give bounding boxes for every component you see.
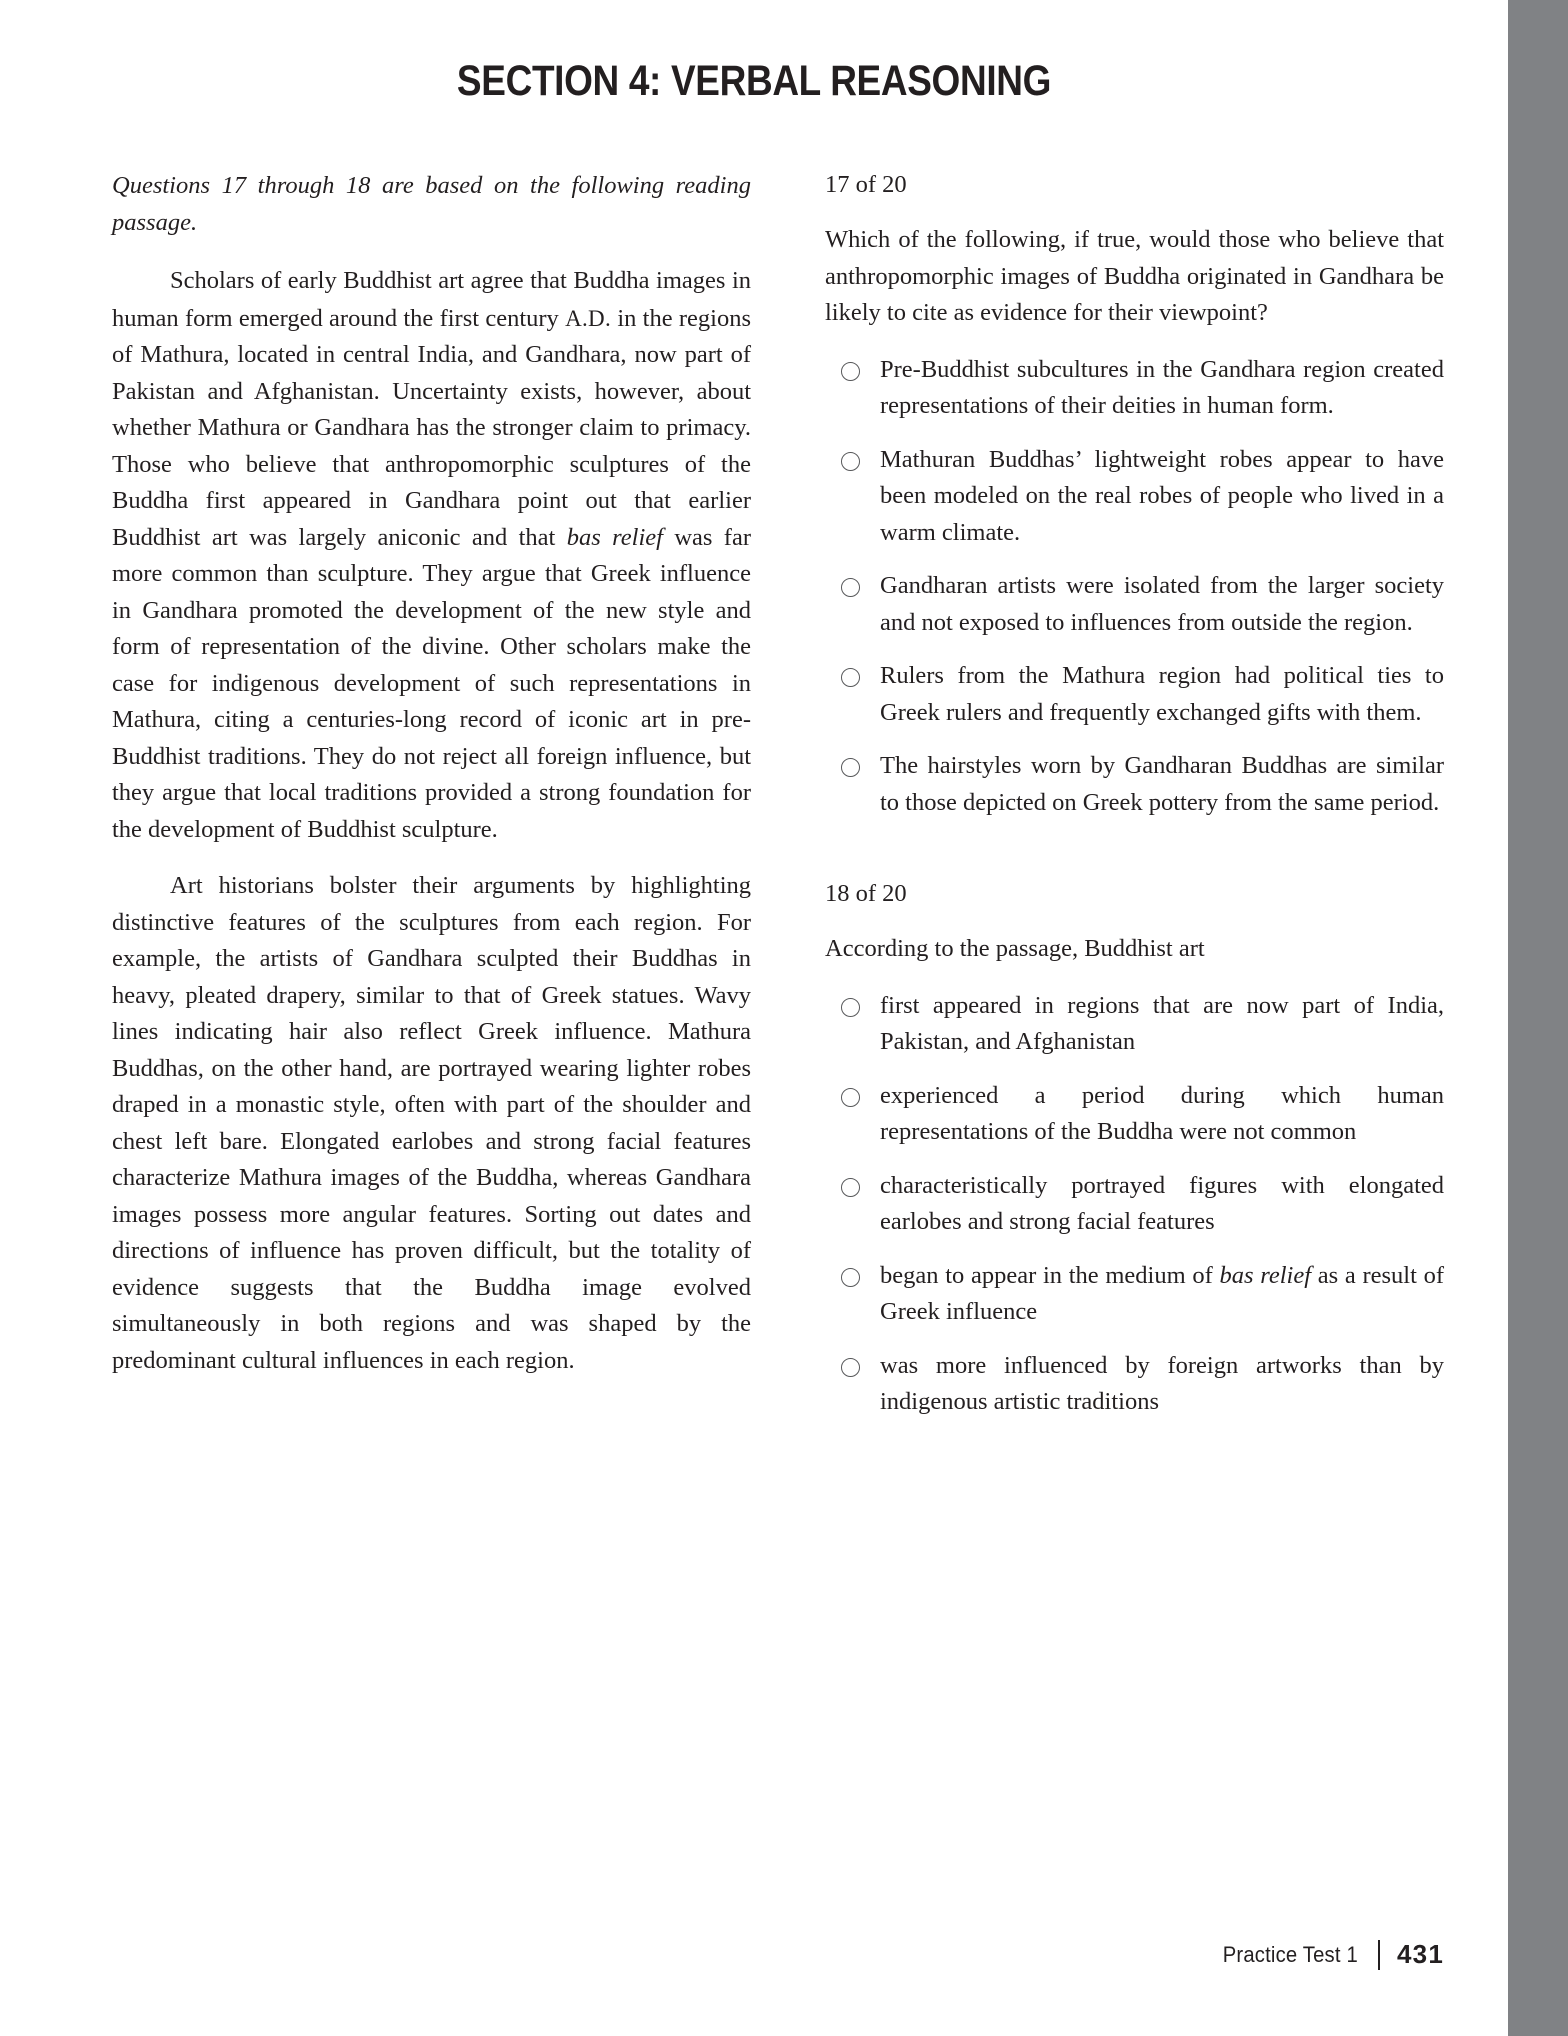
- question-counter: 17 of 20: [825, 171, 907, 198]
- answer-choice[interactable]: [825, 1078, 1444, 1151]
- radio-button-icon[interactable]: [841, 452, 860, 471]
- answer-choice[interactable]: [825, 1258, 1444, 1331]
- answer-choice[interactable]: [825, 988, 1444, 1061]
- page-title: SECTION 4: VERBAL REASONING: [456, 56, 1052, 105]
- question-stem: Which of the following, if true, would those who believe that anthropomorphic images of Buddha originated in Gandhara be likely to cite as evidence for their viewpoint?: [825, 226, 1444, 326]
- radio-button-icon[interactable]: [841, 758, 860, 777]
- question-counter: 18 of 20: [825, 880, 907, 907]
- answer-choice-text: The hairstyles worn by Gandharan Buddhas are similar to those depicted on Greek pottery from the same period.: [880, 752, 1444, 816]
- radio-button-icon[interactable]: [841, 362, 860, 381]
- radio-button-icon[interactable]: [841, 998, 860, 1017]
- radio-button-icon[interactable]: [841, 578, 860, 597]
- page-footer: [1211, 1939, 1444, 1970]
- answer-choice-list: [825, 988, 1444, 1421]
- question-stem: According to the passage, Buddhist art: [825, 935, 1205, 962]
- answer-choice[interactable]: [825, 748, 1444, 821]
- question-block: [825, 168, 1444, 821]
- answer-choice[interactable]: [825, 442, 1444, 552]
- answer-choice-list: [825, 352, 1444, 822]
- answer-choice-text: first appeared in regions that are now part of India, Pakistan, and Afghanistan: [880, 991, 1444, 1055]
- answer-choice-text: began to appear in the medium of bas relief as a result of Greek influence: [880, 1261, 1445, 1325]
- answer-choice[interactable]: [825, 1168, 1444, 1241]
- page-edge-bar: [1508, 0, 1568, 2036]
- two-column-layout: [112, 168, 1444, 1421]
- question-block: [825, 877, 1444, 1421]
- footer-label: Practice Test 1: [1222, 1941, 1359, 1967]
- answer-choice[interactable]: [825, 1348, 1444, 1421]
- answer-choice[interactable]: [825, 658, 1444, 731]
- radio-button-icon[interactable]: [841, 1358, 860, 1377]
- small-caps-text: A.D.: [565, 304, 612, 331]
- answer-choice-text: Pre-Buddhist subcultures in the Gandhara region created representations of their deities in human form.: [880, 355, 1444, 419]
- answer-choice-text: Gandharan artists were isolated from the larger society and not exposed to influences from outside the region.: [880, 572, 1444, 636]
- radio-button-icon[interactable]: [841, 1268, 860, 1287]
- footer-page-number: 431: [1397, 1939, 1444, 1969]
- answer-choice-text: experienced a period during which human representations of the Buddha were not common: [880, 1081, 1444, 1145]
- radio-button-icon[interactable]: [841, 668, 860, 687]
- passage-paragraph: Art historians bolster their arguments by highlighting distinctive features of the sculptures from each region. For example, the artists of Gandhara sculpted their Buddhas in heavy, pleated drapery, similar to that of Greek statues. Wavy lines indicating hair also reflect Greek influence. Mathura Buddhas, on the other hand, are portrayed wearing lighter robes draped in a monastic style, often with part of the shoulder and chest left bare. Elongated earlobes and strong facial features characterize Mathura images of the Buddha, whereas Gandhara images possess more angular features. Sorting out dates and directions of influence has proven difficult, but the totality of evidence suggests that the Buddha image evolved simultaneously in both regions and was shaped by the predominant cultural influences in each region.: [112, 872, 751, 1374]
- answer-choice[interactable]: [825, 568, 1444, 641]
- questions-column: [825, 168, 1444, 1421]
- answer-choice-text: Mathuran Buddhas’ lightweight robes appear to have been modeled on the real robes of people who lived in a warm climate.: [880, 445, 1444, 546]
- emphasis-text: bas relief: [566, 523, 663, 551]
- passage-paragraph: Scholars of early Buddhist art agree that Buddha images in human form emerged around the first century A.D. in the regions of Mathura, located in central India, and Gandhara, now part of Pakistan and Afghanistan. Uncertainty exists, however, about whether Mathura or Gandhara has the stronger claim to primacy. Those who believe that anthropomorphic sculptures of the Buddha first appeared in Gandhara point out that earlier Buddhist art was largely aniconic and that bas relief was far more common than sculpture. They argue that Greek influence in Gandhara promoted the development of the new style and form of representation of the divine. Other scholars make the case for indigenous development of such representations in Mathura, citing a centuries-long record of iconic art in pre-Buddhist traditions. They do not reject all foreign influence, but they argue that local traditions provided a strong foundation for the development of Buddhist sculpture.: [112, 267, 751, 843]
- answer-choice-text: characteristically portrayed figures with elongated earlobes and strong facial features: [880, 1171, 1444, 1235]
- radio-button-icon[interactable]: [841, 1178, 860, 1197]
- passage-column: [112, 168, 751, 1379]
- passage-body: [112, 263, 751, 1379]
- answer-choice-text: was more influenced by foreign artworks than by indigenous artistic traditions: [880, 1351, 1444, 1415]
- footer-divider: [1378, 1940, 1380, 1970]
- answer-choice[interactable]: [825, 352, 1444, 425]
- emphasis-text: bas relief: [1219, 1261, 1312, 1289]
- passage-instruction: Questions 17 through 18 are based on the following reading passage.: [112, 172, 751, 236]
- answer-choice-text: Rulers from the Mathura region had political ties to Greek rulers and frequently exchanged gifts with them.: [880, 662, 1444, 726]
- radio-button-icon[interactable]: [841, 1088, 860, 1107]
